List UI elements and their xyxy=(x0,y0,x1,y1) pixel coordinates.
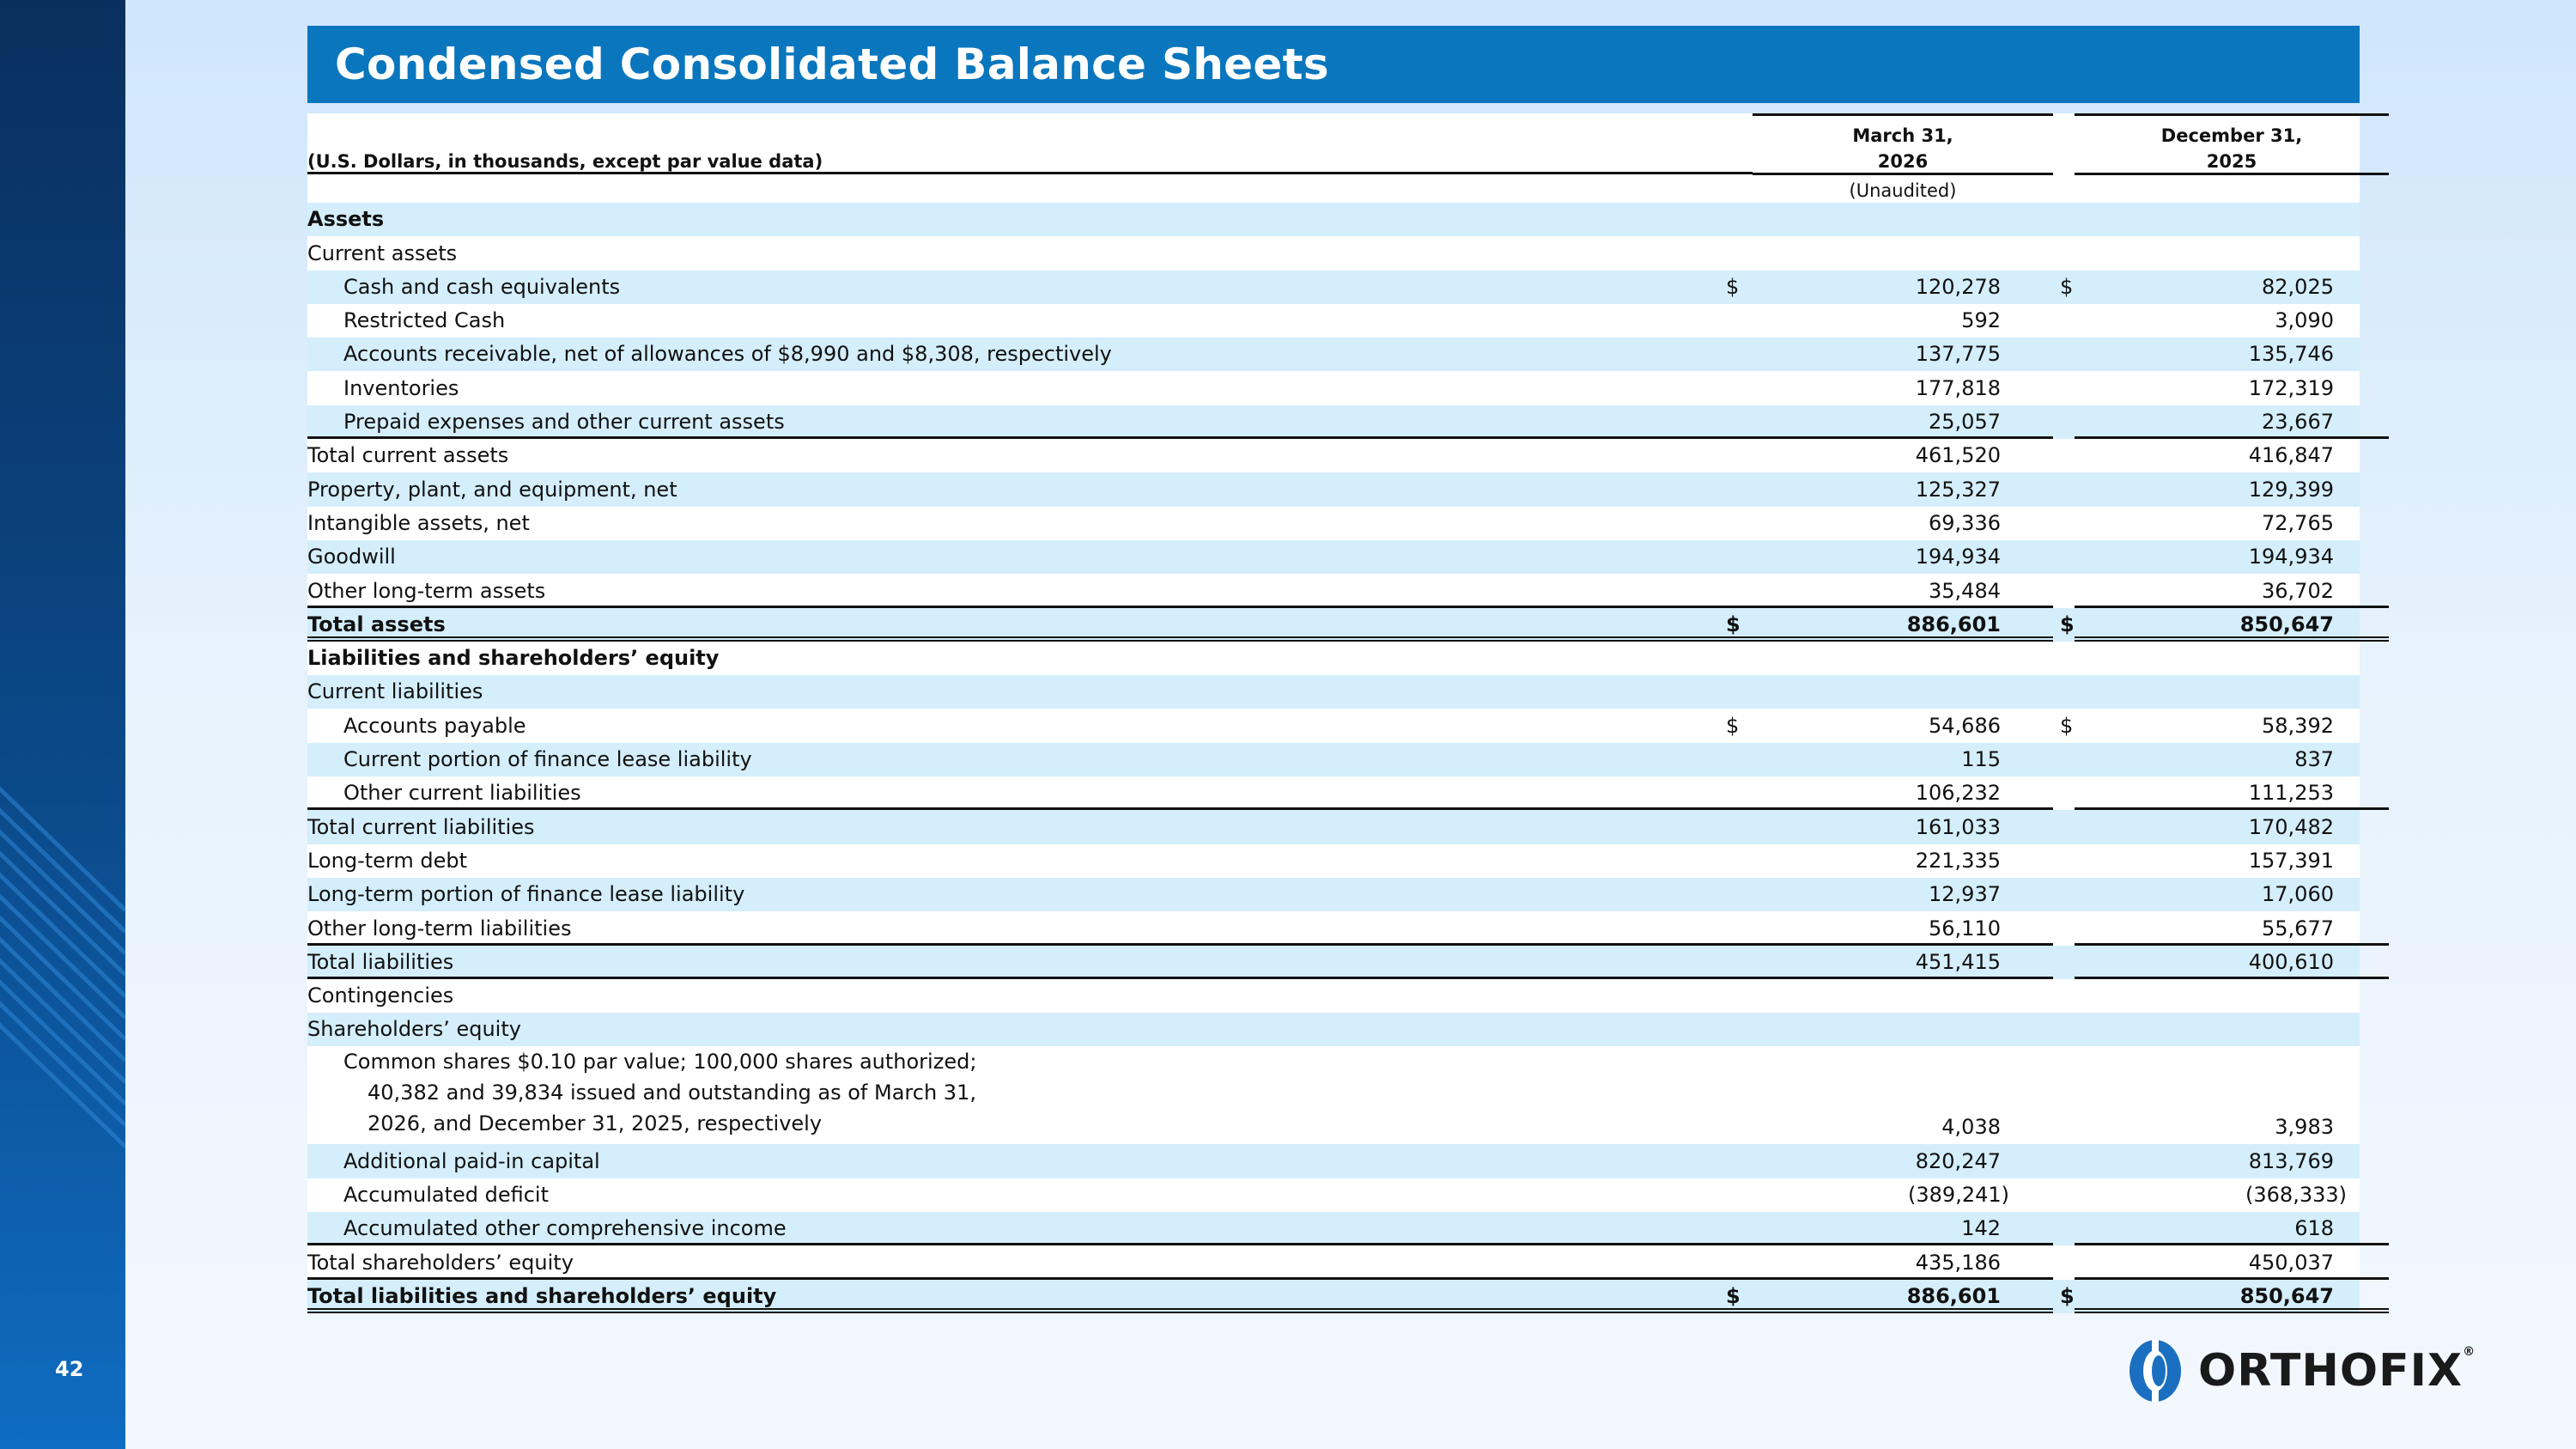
row-label: Total current assets xyxy=(307,443,509,468)
table-row xyxy=(307,203,2360,236)
value-march-2026: 435,186 xyxy=(1915,1250,2001,1275)
table-row xyxy=(307,675,2360,709)
table-body xyxy=(307,203,2360,1313)
value-march-2026: 820,247 xyxy=(1915,1148,2001,1173)
table-row xyxy=(307,405,2360,439)
value-december-2025: 3,983 xyxy=(2275,1115,2334,1140)
row-label: Other long-term assets xyxy=(307,578,546,603)
table-row xyxy=(307,743,2360,776)
value-march-2026: 461,520 xyxy=(1915,443,2001,468)
value-december-2025: 157,391 xyxy=(2248,848,2334,873)
orthofix-logo xyxy=(2121,1336,2524,1405)
row-label: Additional paid-in capital xyxy=(343,1148,600,1173)
value-march-2026: (389,241) xyxy=(1908,1183,2009,1208)
table-row xyxy=(307,1212,2360,1245)
currency-symbol-march-2026: $ xyxy=(1726,274,1740,299)
row-label: Other current liabilities xyxy=(343,781,581,806)
value-march-2026: 125,327 xyxy=(1915,477,2001,502)
row-label: Prepaid expenses and other current assets xyxy=(343,410,785,435)
value-december-2025: 194,934 xyxy=(2248,545,2334,569)
value-december-2025: 813,769 xyxy=(2248,1148,2334,1173)
value-december-2025: 55,677 xyxy=(2262,916,2334,941)
sidebar-stripes-decoration xyxy=(0,0,125,1449)
value-march-2026: 120,278 xyxy=(1915,274,2001,299)
unaudited-note: (Unaudited) xyxy=(1849,180,1957,201)
sidebar-band xyxy=(0,0,125,1449)
value-march-2026: 886,601 xyxy=(1906,1283,2001,1308)
logo-mark-icon xyxy=(2121,1336,2190,1405)
value-december-2025: 23,667 xyxy=(2262,410,2334,435)
value-december-2025: 111,253 xyxy=(2248,781,2334,806)
logo-registered-mark: ® xyxy=(2463,1345,2476,1359)
row-label: Long-term debt xyxy=(307,848,468,873)
row-label: Contingencies xyxy=(307,983,454,1008)
double-underline-rule xyxy=(1753,1308,2053,1313)
column-header-line: 2026 xyxy=(1877,151,1929,172)
table-row xyxy=(307,1280,2360,1313)
row-label: Total liabilities and shareholders’ equity xyxy=(307,1283,777,1308)
table-row xyxy=(307,844,2360,878)
currency-symbol-december-2025: $ xyxy=(2060,713,2074,738)
value-december-2025: (368,333) xyxy=(2245,1183,2347,1208)
value-december-2025: 82,025 xyxy=(2262,274,2334,299)
value-march-2026: 142 xyxy=(1961,1216,2001,1241)
row-label: Accounts receivable, net of allowances of $8,990 and $8,308, respectively xyxy=(343,342,1112,367)
value-march-2026: 12,937 xyxy=(1929,882,2001,907)
column-header-line: 2025 xyxy=(2206,151,2257,172)
currency-symbol-march-2026: $ xyxy=(1726,612,1741,636)
row-label: Accumulated deficit xyxy=(343,1183,549,1208)
table-row xyxy=(307,608,2360,642)
column-header-december-2025 xyxy=(2075,113,2389,175)
column-header-march-2026 xyxy=(1753,113,2053,175)
row-label: Shareholders’ equity xyxy=(307,1017,521,1042)
double-underline-rule xyxy=(2075,1308,2389,1313)
row-label xyxy=(343,1046,996,1139)
table-row xyxy=(307,338,2360,371)
table-row xyxy=(307,1013,2360,1046)
table-row xyxy=(307,271,2360,304)
row-label: Intangible assets, net xyxy=(307,510,530,535)
value-december-2025: 837 xyxy=(2294,747,2334,772)
value-march-2026: 592 xyxy=(1961,308,2001,333)
value-december-2025: 400,610 xyxy=(2248,949,2334,974)
value-march-2026: 25,057 xyxy=(1929,410,2001,435)
row-label: Assets xyxy=(307,207,385,232)
table-row xyxy=(307,371,2360,405)
row-label: Liabilities and shareholders’ equity xyxy=(307,646,720,671)
row-label: Goodwill xyxy=(307,545,396,569)
value-march-2026: 56,110 xyxy=(1929,916,2001,941)
page-title: Condensed Consolidated Balance Sheets xyxy=(335,40,1329,89)
table-row xyxy=(307,946,2360,979)
table-header xyxy=(307,113,2360,203)
value-march-2026: 137,775 xyxy=(1915,342,2001,367)
value-december-2025: 36,702 xyxy=(2262,578,2334,603)
value-december-2025: 450,037 xyxy=(2248,1250,2334,1275)
page-number: 42 xyxy=(55,1357,84,1381)
row-label: Total current liabilities xyxy=(307,814,535,839)
table-row xyxy=(307,1144,2360,1178)
row-label: Other long-term liabilities xyxy=(307,916,572,941)
table-row xyxy=(307,439,2360,472)
value-december-2025: 172,319 xyxy=(2248,375,2334,400)
balance-sheet-table xyxy=(307,113,2360,1313)
row-label: Current assets xyxy=(307,240,458,265)
value-march-2026: 451,415 xyxy=(1915,949,2001,974)
title-bar xyxy=(307,26,2360,103)
logo-text: ORTHOFIX xyxy=(2198,1345,2464,1397)
table-row xyxy=(307,574,2360,607)
value-march-2026: 106,232 xyxy=(1915,781,2001,806)
table-row xyxy=(307,540,2360,574)
table-row xyxy=(307,1046,2360,1144)
row-label: Long-term portion of finance lease liability xyxy=(307,882,745,907)
row-label-line: Common shares $0.10 par value; 100,000 shares authorized; xyxy=(343,1050,977,1075)
units-note: (U.S. Dollars, in thousands, except par value data) xyxy=(307,151,823,172)
row-label: Total shareholders’ equity xyxy=(307,1250,574,1275)
row-label-line: 2026, and December 31, 2025, respectively xyxy=(368,1111,823,1136)
value-december-2025: 58,392 xyxy=(2262,713,2334,738)
value-december-2025: 135,746 xyxy=(2248,342,2334,367)
currency-symbol-december-2025: $ xyxy=(2060,274,2074,299)
table-row xyxy=(307,776,2360,810)
value-december-2025: 850,647 xyxy=(2239,1283,2334,1308)
table-row xyxy=(307,472,2360,506)
value-march-2026: 35,484 xyxy=(1929,578,2001,603)
row-label: Restricted Cash xyxy=(343,308,506,333)
value-december-2025: 3,090 xyxy=(2275,308,2334,333)
value-december-2025: 618 xyxy=(2294,1216,2334,1241)
row-label: Accounts payable xyxy=(343,713,526,738)
row-label: Inventories xyxy=(343,375,459,400)
value-december-2025: 170,482 xyxy=(2248,814,2334,839)
row-label: Current liabilities xyxy=(307,679,483,704)
value-march-2026: 69,336 xyxy=(1929,510,2001,535)
value-march-2026: 177,818 xyxy=(1915,375,2001,400)
currency-symbol-march-2026: $ xyxy=(1726,1283,1741,1308)
value-march-2026: 115 xyxy=(1961,747,2001,772)
value-march-2026: 161,033 xyxy=(1915,814,2001,839)
row-label: Total assets xyxy=(307,612,446,636)
value-march-2026: 221,335 xyxy=(1915,848,2001,873)
table-row xyxy=(307,709,2360,742)
row-label: Current portion of finance lease liability xyxy=(343,747,752,772)
table-row xyxy=(307,911,2360,945)
currency-symbol-december-2025: $ xyxy=(2060,1283,2075,1308)
row-label: Cash and cash equivalents xyxy=(343,274,621,299)
value-march-2026: 886,601 xyxy=(1906,612,2001,636)
value-december-2025: 850,647 xyxy=(2239,612,2334,636)
row-label: Property, plant, and equipment, net xyxy=(307,477,677,502)
table-row xyxy=(307,979,2360,1013)
row-label: Accumulated other comprehensive income xyxy=(343,1216,787,1241)
value-december-2025: 416,847 xyxy=(2248,443,2334,468)
column-header-line: December 31, xyxy=(2160,125,2303,146)
double-underline-rule xyxy=(307,1308,1753,1313)
column-header-line: March 31, xyxy=(1852,125,1953,146)
table-row xyxy=(307,1245,2360,1279)
value-march-2026: 4,038 xyxy=(1941,1115,2001,1140)
header-rule xyxy=(307,172,1753,174)
currency-symbol-march-2026: $ xyxy=(1726,713,1740,738)
row-label: Total liabilities xyxy=(307,949,454,974)
value-december-2025: 129,399 xyxy=(2248,477,2334,502)
value-march-2026: 194,934 xyxy=(1915,545,2001,569)
table-row xyxy=(307,1178,2360,1212)
currency-symbol-december-2025: $ xyxy=(2060,612,2075,636)
value-december-2025: 17,060 xyxy=(2262,882,2334,907)
table-row xyxy=(307,507,2360,540)
row-label-line: 40,382 and 39,834 issued and outstanding as of March 31, xyxy=(368,1081,976,1105)
table-row xyxy=(307,642,2360,675)
table-row xyxy=(307,304,2360,338)
logo-wordmark xyxy=(2198,1345,2476,1397)
table-row xyxy=(307,810,2360,843)
value-december-2025: 72,765 xyxy=(2262,510,2334,535)
value-march-2026: 54,686 xyxy=(1929,713,2001,738)
table-row xyxy=(307,236,2360,270)
table-row xyxy=(307,878,2360,911)
